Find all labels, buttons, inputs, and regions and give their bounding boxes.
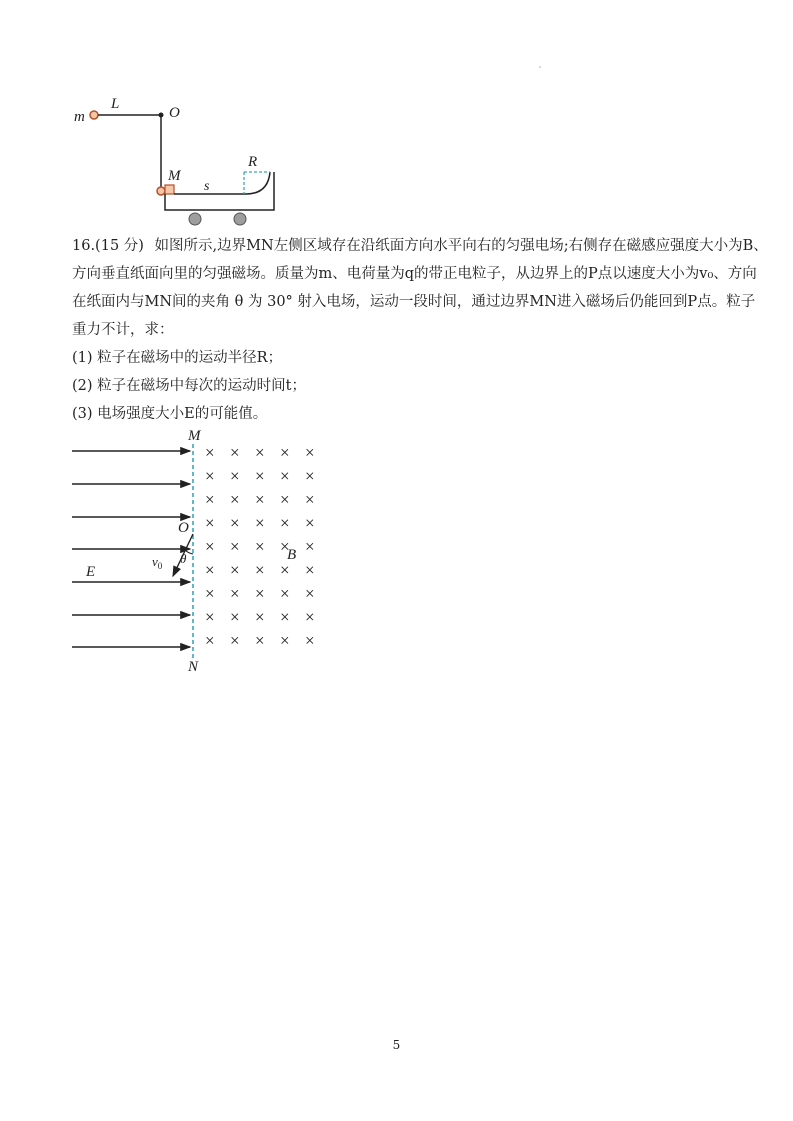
field-cross: × — [255, 443, 265, 462]
field-cross: × — [230, 513, 240, 533]
problem-body-line: 在纸面内与MN间的夹角 θ 为 30° 射入电场，运动一段时间，通过边界MN进入磁场后仍能回到P点。粒子 — [72, 294, 756, 310]
field-cross: × — [255, 490, 265, 509]
page-number: 5 — [392, 1038, 401, 1052]
question-3: (3) 电场强度大小E的可能值。 — [72, 406, 268, 422]
field-cross: × — [305, 490, 315, 509]
field-cross: × — [280, 631, 290, 650]
field-cross: × — [305, 513, 315, 533]
field-cross: × — [305, 537, 315, 556]
label-v0-sub: 0 — [157, 561, 163, 571]
scan-dot — [539, 66, 541, 68]
field-cross: × — [255, 466, 265, 486]
problem-body-line: 重力不计，求： — [72, 322, 174, 338]
field-cross: × — [280, 537, 290, 556]
field-cross: × — [230, 537, 240, 556]
label-N: N — [188, 659, 199, 675]
field-cross: × — [280, 560, 290, 580]
field-cross: × — [205, 466, 215, 486]
field-cross: × — [255, 513, 265, 533]
figure-pendulum-cart — [60, 90, 300, 230]
field-cross: × — [205, 560, 215, 580]
field-cross: × — [205, 490, 215, 509]
label-R: R — [248, 154, 258, 170]
field-cross: × — [205, 631, 215, 650]
field-cross: × — [255, 607, 265, 627]
field-cross: × — [280, 513, 290, 533]
ball-hanging — [157, 187, 165, 195]
field-cross: × — [305, 466, 315, 486]
label-s: s — [204, 179, 210, 194]
field-cross: × — [305, 631, 315, 650]
label-L: L — [111, 96, 120, 112]
magnetic-field-crosses — [205, 443, 315, 650]
field-cross: × — [230, 560, 240, 580]
field-cross: × — [230, 466, 240, 486]
label-B: B — [287, 547, 297, 563]
label-theta: θ — [180, 551, 187, 566]
field-cross: × — [305, 584, 315, 603]
field-cross: × — [205, 443, 215, 462]
label-M: M — [168, 168, 181, 184]
field-cross: × — [205, 607, 215, 627]
field-cross: × — [280, 490, 290, 509]
label-v0-main: v — [152, 554, 158, 569]
field-cross: × — [230, 490, 240, 509]
label-O: O — [169, 105, 180, 121]
field-cross: × — [280, 466, 290, 486]
field-cross: × — [305, 607, 315, 627]
problem-body-line: 方向垂直纸面向里的匀强磁场。质量为m、电荷量为q的带正电粒子，从边界上的P点以速度大小为v₀、方向 — [72, 266, 757, 282]
label-M: M — [188, 428, 201, 444]
field-cross: × — [280, 584, 290, 603]
field-cross: × — [305, 443, 315, 462]
field-cross: × — [230, 631, 240, 650]
field-cross: × — [255, 560, 265, 580]
cart-body — [165, 172, 274, 210]
field-cross: × — [205, 513, 215, 533]
field-cross: × — [280, 443, 290, 462]
problem-number-score: 16.(15 分) — [72, 238, 144, 254]
field-cross: × — [205, 584, 215, 603]
wheel-right — [234, 213, 246, 225]
label-O: O — [178, 520, 189, 536]
problem-body-line: 如图所示,边界MN左侧区域存在沿纸面方向水平向右的匀强电场;右侧存在磁感应强度大小为B、 — [154, 238, 768, 254]
field-cross: × — [255, 584, 265, 603]
field-cross: × — [205, 537, 215, 556]
label-m: m — [74, 109, 85, 125]
field-cross: × — [255, 537, 265, 556]
question-2: (2) 粒子在磁场中每次的运动时间t； — [72, 378, 306, 394]
electric-field-lines — [72, 451, 190, 647]
problem-line-1 — [72, 232, 768, 260]
figure-field — [60, 420, 340, 680]
field-cross: × — [255, 631, 265, 650]
ball-m — [90, 111, 98, 119]
label-v0 — [152, 554, 163, 571]
block-M — [165, 185, 174, 194]
field-cross: × — [230, 584, 240, 603]
field-cross: × — [305, 560, 315, 580]
question-1: (1) 粒子在磁场中的运动半径R； — [72, 350, 283, 366]
problem-16 — [72, 232, 768, 428]
label-E: E — [86, 564, 96, 580]
field-cross: × — [230, 443, 240, 462]
field-cross: × — [280, 607, 290, 627]
wheel-left — [189, 213, 201, 225]
field-cross: × — [230, 607, 240, 627]
